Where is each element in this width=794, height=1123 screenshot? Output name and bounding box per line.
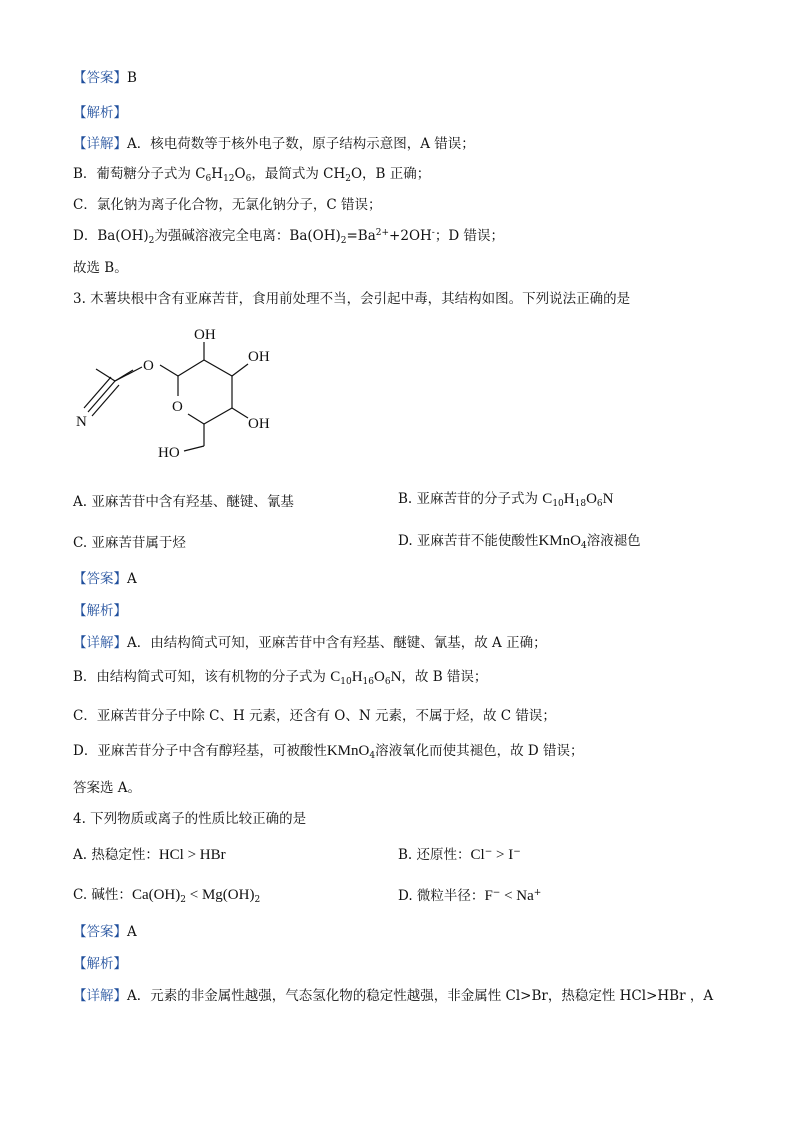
bond bbox=[232, 408, 248, 418]
bond bbox=[160, 365, 178, 376]
text: 溶液氧化而使其褪色，故 D 错误； bbox=[375, 743, 584, 759]
formula: HCl > HBr bbox=[158, 847, 226, 863]
text: O bbox=[234, 166, 246, 182]
q3-detail-d bbox=[73, 739, 583, 760]
formula: C bbox=[330, 669, 341, 685]
bond bbox=[84, 377, 111, 408]
formula: < Mg(OH) bbox=[186, 887, 255, 903]
q3-option-d bbox=[398, 529, 641, 550]
q3-option-c: C. 亚麻苦苷属于烃 bbox=[73, 535, 186, 551]
atom-label-o-ether: O bbox=[143, 358, 154, 374]
formula: < Na bbox=[500, 888, 534, 904]
bond bbox=[184, 446, 204, 451]
superscript: 2+ bbox=[375, 228, 390, 238]
formula: N bbox=[602, 491, 614, 507]
subscript: 4 bbox=[580, 541, 587, 551]
subscript: 4 bbox=[369, 751, 376, 761]
formula: C bbox=[542, 491, 553, 507]
bond bbox=[96, 369, 115, 381]
q3-detail-a bbox=[73, 631, 547, 651]
q4-answer-line bbox=[73, 920, 137, 940]
detail-tag: 【详解】 bbox=[73, 136, 127, 152]
q4-stem: 4. 下列物质或离子的性质比较正确的是 bbox=[73, 811, 307, 827]
analysis-tag: 【解析】 bbox=[73, 956, 127, 972]
analysis-tag: 【解析】 bbox=[73, 603, 127, 619]
text: D．亚麻苦苷分子中含有醇羟基，可被酸性 bbox=[73, 743, 327, 759]
text: B．由结构简式可知，该有机物的分子式为 bbox=[73, 669, 331, 685]
subscript: 2 bbox=[345, 174, 351, 184]
text: B．葡萄糖分子式为 C bbox=[73, 166, 206, 182]
answer-tag: 【答案】 bbox=[73, 571, 127, 587]
text: D. 亚麻苦苷不能使酸性 bbox=[398, 533, 539, 549]
bond bbox=[88, 381, 115, 412]
linamarin-structure-diagram bbox=[70, 318, 300, 468]
text: ，故 B 错误； bbox=[401, 669, 488, 685]
q3-option-b bbox=[398, 487, 613, 508]
text: H bbox=[211, 166, 224, 182]
subscript: 2 bbox=[254, 895, 261, 905]
q2-detail-c: C．氯化钠为离子化合物，无氯化钠分子，C 错误； bbox=[73, 197, 382, 213]
formula: > I bbox=[492, 847, 514, 863]
subscript: 10 bbox=[340, 677, 352, 687]
detail-tag: 【详解】 bbox=[73, 635, 127, 651]
text: D．Ba(OH) bbox=[73, 228, 149, 244]
formula: Ca(OH) bbox=[131, 887, 181, 903]
q4-option-a bbox=[73, 843, 226, 864]
formula: KMnO bbox=[538, 533, 581, 549]
text: O，B 正确； bbox=[350, 166, 431, 182]
detail-text: A．由结构简式可知，亚麻苦苷中含有羟基、醚键、氰基，故 A 正确； bbox=[127, 635, 547, 651]
subscript: 6 bbox=[205, 174, 212, 184]
bond bbox=[232, 364, 248, 376]
formula: KMnO bbox=[326, 743, 370, 759]
q2-conclusion: 故选 B。 bbox=[73, 260, 128, 276]
text: 溶液褪色 bbox=[586, 533, 641, 549]
text: ，最简式为 CH bbox=[251, 166, 346, 182]
text: 为强碱溶液完全电离：Ba(OH) bbox=[154, 228, 341, 244]
answer-value: B bbox=[127, 70, 137, 86]
text: A. 热稳定性： bbox=[73, 847, 159, 863]
q4-detail-a bbox=[73, 984, 713, 1004]
subscript: 10 bbox=[552, 499, 564, 509]
text: B. 亚麻苦苷的分子式为 bbox=[398, 491, 543, 507]
q4-option-b bbox=[398, 843, 521, 864]
subscript: 18 bbox=[574, 499, 587, 509]
formula: F bbox=[484, 888, 493, 904]
subscript: 16 bbox=[362, 677, 374, 687]
detail-tag: 【详解】 bbox=[73, 988, 127, 1004]
answer-value: A bbox=[127, 571, 137, 587]
bond bbox=[92, 385, 119, 416]
q3-option-a: A. 亚麻苦苷中含有羟基、醚键、氰基 bbox=[73, 494, 294, 510]
q3-conclusion: 答案选 A。 bbox=[73, 780, 142, 796]
q2-detail-a bbox=[73, 132, 475, 152]
answer-tag: 【答案】 bbox=[73, 924, 127, 940]
q2-answer-line bbox=[73, 66, 137, 86]
atom-label-oh-bottom: OH bbox=[248, 416, 270, 432]
atom-label-oh-top: OH bbox=[194, 327, 216, 343]
q2-detail-d bbox=[73, 224, 504, 244]
detail-text: A．核电荷数等于核外电子数，原子结构示意图，A 错误； bbox=[127, 136, 475, 152]
subscript: 6 bbox=[384, 677, 391, 687]
bond bbox=[204, 360, 232, 376]
text: +2OH bbox=[389, 228, 432, 244]
subscript: 12 bbox=[223, 174, 235, 184]
atom-label-o-ring: O bbox=[172, 399, 183, 415]
subscript: 2 bbox=[180, 895, 186, 905]
text: =Ba bbox=[346, 228, 376, 244]
superscript: − bbox=[492, 888, 501, 898]
atom-label-n: N bbox=[76, 414, 87, 430]
q3-detail-c: C．亚麻苦苷分子中除 C、H 元素，还含有 O、N 元素，不属于烃，故 C 错误； bbox=[73, 708, 556, 724]
subscript: 6 bbox=[596, 499, 603, 509]
bond bbox=[204, 408, 232, 424]
formula: N bbox=[390, 669, 402, 685]
bond bbox=[115, 367, 142, 381]
detail-text: A．元素的非金属性越强，气态氢化物的稳定性越强，非金属性 Cl>Br，热稳定性 HCl>HBr ，A bbox=[127, 988, 714, 1004]
q3-answer-line bbox=[73, 567, 137, 587]
q2-detail-b bbox=[73, 162, 430, 182]
answer-value: A bbox=[127, 924, 137, 940]
text: ；D 错误； bbox=[434, 228, 504, 244]
formula: Cl bbox=[470, 847, 485, 863]
bond bbox=[178, 360, 204, 376]
q4-option-d bbox=[398, 884, 541, 905]
subscript: 6 bbox=[245, 174, 252, 184]
superscript: − bbox=[484, 847, 493, 857]
formula: O bbox=[586, 491, 597, 507]
superscript: + bbox=[533, 888, 542, 898]
text: B. 还原性： bbox=[398, 847, 471, 863]
text: D. 微粒半径： bbox=[398, 888, 485, 904]
answer-tag: 【答案】 bbox=[73, 70, 127, 86]
formula: H bbox=[351, 669, 363, 685]
analysis-tag: 【解析】 bbox=[73, 105, 127, 121]
formula: O bbox=[373, 669, 385, 685]
superscript: − bbox=[513, 847, 521, 857]
q3-detail-b bbox=[73, 665, 487, 686]
atom-label-oh-right: OH bbox=[248, 349, 270, 365]
text: C. 碱性： bbox=[73, 887, 132, 903]
subscript: 2 bbox=[148, 236, 155, 246]
superscript: - bbox=[431, 228, 435, 238]
q4-option-c bbox=[73, 883, 260, 904]
q3-stem: 3. 木薯块根中含有亚麻苦苷，食用前处理不当，会引起中毒，其结构如图。下列说法正确的是 bbox=[73, 291, 631, 307]
formula: H bbox=[563, 491, 575, 507]
bond bbox=[188, 414, 204, 424]
atom-label-ho: HO bbox=[158, 445, 180, 461]
subscript: 2 bbox=[340, 236, 347, 246]
